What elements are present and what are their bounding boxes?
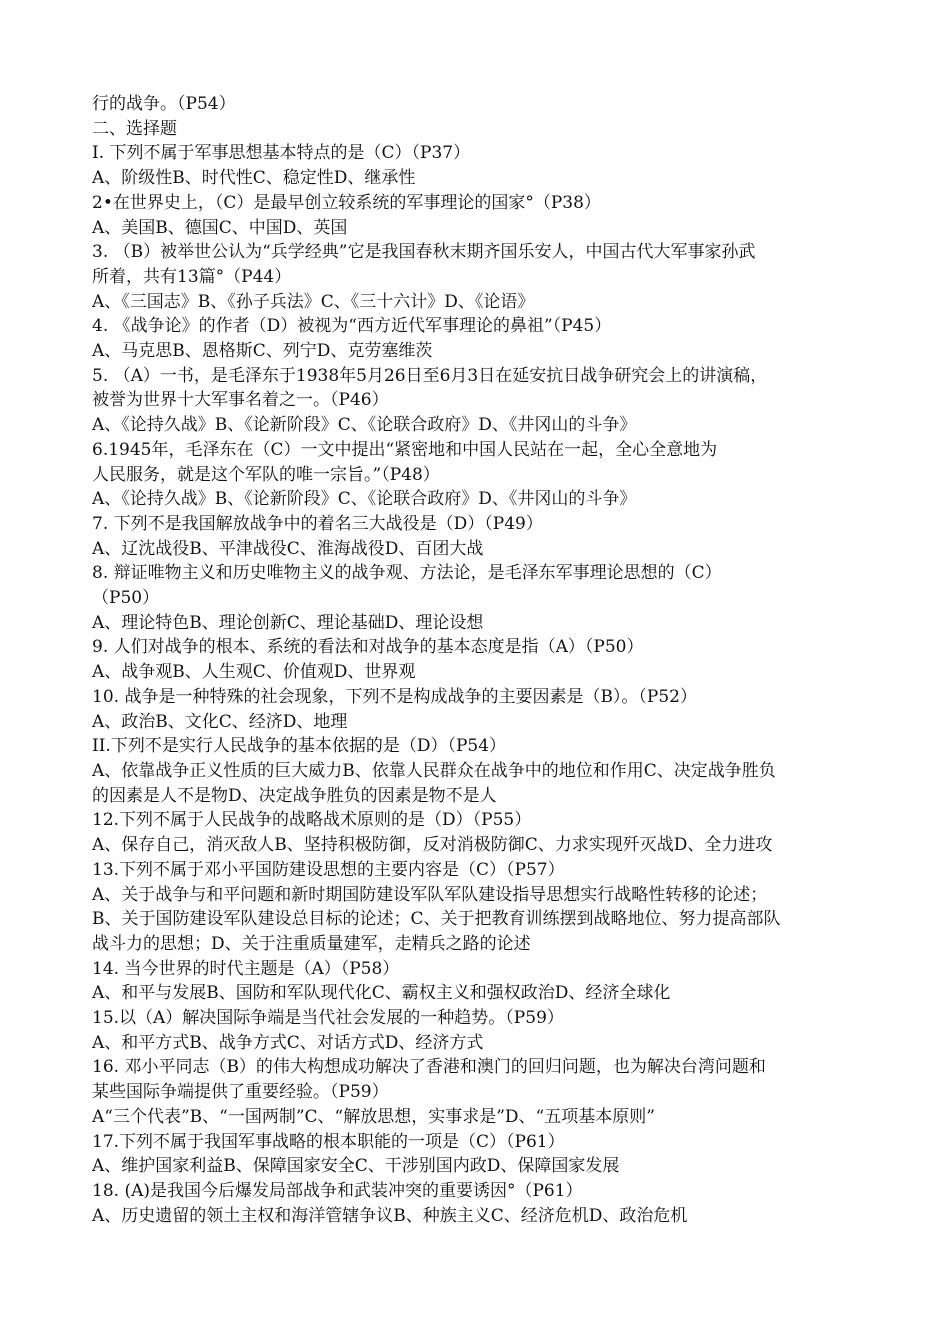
- question-4-options: A、马克思B、恩格斯C、列宁D、克劳塞维茨: [92, 341, 433, 362]
- question-2: 2•在世界史上，（C）是最早创立较系统的军事理论的国家°（P38）: [92, 192, 601, 213]
- question-13-options-cont-2: 战斗力的思想；D、关于注重质量建军，走精兵之路的论述: [92, 933, 531, 954]
- question-11: II.下列不是实行人民战争的基本依据的是（D）（P54）: [92, 736, 507, 757]
- question-13-options: A、关于战争与和平问题和新时期国防建设军队军队建设指导思想实行战略性转移的论述；: [92, 884, 768, 905]
- question-8-cont: （P50）: [92, 588, 160, 609]
- question-12: 12.下列不属于人民战争的战略战术原则的是（D）（P55）: [92, 810, 532, 831]
- question-17-options: A、维护国家利益B、保障国家安全C、干涉别国内政D、保障国家发展: [92, 1156, 620, 1177]
- question-6: 6.1945年，毛泽东在（C）一文中提出“紧密地和中国人民站在一起，全心全意地为: [92, 439, 718, 460]
- question-15: 15.以（A）解决国际争端是当代社会发展的一种趋势。（P59）: [92, 1008, 564, 1029]
- question-6-cont: 人民服务，就是这个军队的唯一宗旨。”（P48）: [92, 464, 440, 485]
- question-14-options: A、和平与发展B、国防和军队现代化C、霸权主义和强权政治D、经济全球化: [92, 983, 671, 1004]
- question-16: 16. 邓小平同志（B）的伟大构想成功解决了香港和澳门的回归问题，也为解决台湾问题和: [92, 1057, 766, 1078]
- question-17: 17.下列不属于我国军事战略的根本职能的一项是（C）（P61）: [92, 1131, 565, 1152]
- question-7: 7. 下列不是我国解放战争中的着名三大战役是（D）（P49）: [92, 513, 543, 534]
- question-6-options: A、《论持久战》B、《论新阶段》C、《论联合政府》D、《井冈山的斗争》: [92, 489, 637, 510]
- question-12-options: A、保存自己，消灭敌人B、坚持积极防御，反对消极防御C、力求实现歼灭战D、全力进攻: [92, 835, 773, 856]
- section-heading: 二、选择题: [92, 118, 177, 139]
- question-13: 13.下列不属于邓小平国防建设思想的主要内容是（C）（P57）: [92, 859, 565, 880]
- question-3: 3. （B）被举世公认为“兵学经典”它是我国春秋末期齐国乐安人，中国古代大军事家孙武: [92, 242, 756, 263]
- question-4: 4. 《战争论》的作者（D）被视为“西方近代军事理论的鼻祖”（P45）: [92, 316, 612, 337]
- question-7-options: A、辽沈战役B、平津战役C、淮海战役D、百团大战: [92, 538, 484, 559]
- question-5-options: A、《论持久战》B、《论新阶段》C、《论联合政府》D、《井冈山的斗争》: [92, 415, 637, 436]
- question-9-options: A、战争观B、人生观C、价值观D、世界观: [92, 662, 416, 683]
- question-2-options: A、美国B、德国C、中国D、英国: [92, 217, 348, 238]
- question-16-cont: 某些国际争端提供了重要经验。（P59）: [92, 1082, 389, 1103]
- question-13-options-cont: B、关于国防建设军队建设总目标的论述；C、关于把教育训练摆到战略地位、努力提高部队: [92, 909, 781, 930]
- question-11-options: A、依靠战争正义性质的巨大威力B、依靠人民群众在战争中的地位和作用C、决定战争胜负: [92, 760, 776, 781]
- question-10: 10. 战争是一种特殊的社会现象，下列不是构成战争的主要因素是（B）。（P52）: [92, 686, 698, 707]
- question-1-options: A、阶级性B、时代性C、稳定性D、继承性: [92, 168, 416, 189]
- text-line: 行的战争。（P54）: [92, 94, 236, 114]
- question-16-options: A“三个代表”B、“一国两制”C、“解放思想，实事求是”D、“五项基本原则”: [92, 1106, 655, 1127]
- question-10-options: A、政治B、文化C、经济D、地理: [92, 711, 348, 732]
- question-3-cont: 所着，共有13篇°（P44）: [92, 266, 292, 287]
- question-8: 8. 辩证唯物主义和历史唯物主义的战争观、方法论，是毛泽东军事理论思想的（C）: [92, 563, 722, 584]
- question-9: 9. 人们对战争的根本、系统的看法和对战争的基本态度是指（A）（P50）: [92, 637, 644, 658]
- question-15-options: A、和平方式B、战争方式C、对话方式D、经济方式: [92, 1032, 484, 1053]
- question-11-options-cont: 的因素是人不是物D、决定战争胜负的因素是物不是人: [92, 785, 497, 806]
- question-3-options: A、《三国志》B、《孙子兵法》C、《三十六计》D、《论语》: [92, 291, 535, 312]
- question-18-options: A、历史遗留的领土主权和海洋管辖争议B、种族主义C、经济危机D、政治危机: [92, 1205, 688, 1226]
- document-page: [92, 92, 882, 1228]
- question-14: 14. 当今世界的时代主题是（A）（P58）: [92, 958, 400, 979]
- question-1: I. 下列不属于军事思想基本特点的是（C）（P37）: [92, 143, 471, 164]
- question-5-cont: 被誉为世界十大军事名着之一。（P46）: [92, 390, 389, 411]
- question-5: 5. （A）一书，是毛泽东于1938年5月26日至6月3日在延安抗日战争研究会上的讲演稿，: [92, 365, 768, 386]
- question-8-options: A、理论特色B、理论创新C、理论基础D、理论设想: [92, 612, 484, 633]
- question-18: 18. (A)是我国今后爆发局部战争和武装冲突的重要诱因°（P61）: [92, 1180, 583, 1201]
